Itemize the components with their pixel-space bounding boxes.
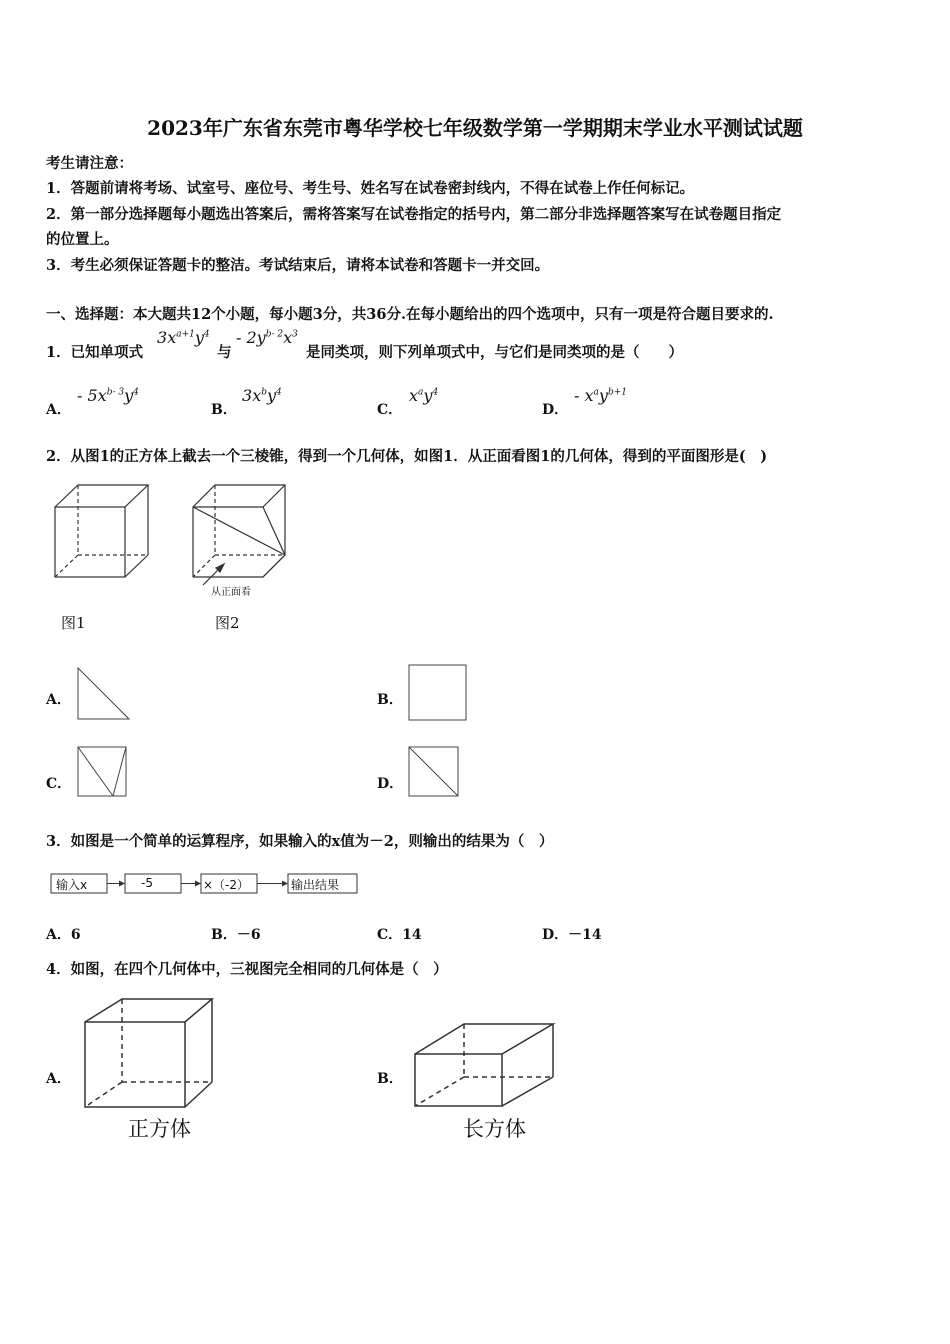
q1-and: 与 xyxy=(217,344,232,361)
q3-flow-input: 输入x xyxy=(56,878,88,892)
q4-option-b-caption: 长方体 xyxy=(463,1117,526,1141)
q2-option-b-shape xyxy=(408,664,468,722)
q1-option-a-expr: - $5x^{b- 3}y^4$ xyxy=(77,386,139,405)
q2-option-b-label: B． xyxy=(377,692,403,708)
q1-option-d-expr: - $x^ay^{b+1}$ xyxy=(574,386,627,405)
q4-text: 4．如图，在四个几何体中，三视图完全相同的几何体是（ ） xyxy=(46,961,448,978)
q2-option-c-shape xyxy=(77,746,129,798)
q2-figure-1-cube xyxy=(50,482,160,582)
q1-expr2: - $2y^{b- 2}x^3$ xyxy=(236,328,298,347)
q1-option-d-label: D． xyxy=(542,402,569,418)
q2-text: 2．从图1的正方体上截去一个三棱锥，得到一个几何体，如图1．从正面看图1的几何体，得到的平面图形是( ) xyxy=(46,448,768,465)
q2-figure-1-caption: 图1 xyxy=(61,614,86,632)
q1-option-c-expr: $x^ay^4$ xyxy=(409,386,439,405)
q1-option-b-label: B． xyxy=(211,402,237,418)
q1-option-b-expr: $3x^by^4$ xyxy=(242,386,282,405)
q1-suffix: 是同类项，则下列单项式中，与它们是同类项的是（ ） xyxy=(306,344,683,361)
q4-option-b-cuboid xyxy=(412,1022,557,1110)
notice-heading: 考生请注意： xyxy=(46,155,133,172)
notice-line-3: 3．考生必须保证答题卡的整洁。考试结束后，请将本试卷和答题卡一并交回。 xyxy=(46,257,550,274)
q3-option-a: A．6 xyxy=(46,927,81,943)
q4-option-b-label: B． xyxy=(377,1071,403,1087)
page-title: 2023年广东省东莞市粤华学校七年级数学第一学期期末学业水平测试试题 xyxy=(147,116,803,140)
q3-text: 3．如图是一个简单的运算程序，如果输入的x值为－2，则输出的结果为（ ） xyxy=(46,833,554,850)
q4-option-a-cube xyxy=(82,997,217,1109)
q2-option-a-label: A． xyxy=(46,692,71,708)
q2-figure-2-truncated-cube xyxy=(190,482,300,582)
q4-option-a-caption: 正方体 xyxy=(128,1117,191,1141)
q1-prefix: 1．已知单项式 xyxy=(46,344,144,361)
q3-option-b: B．－6 xyxy=(211,927,261,943)
q3-option-d: D．－14 xyxy=(542,927,602,943)
notice-line-2: 2．第一部分选择题每小题选出答案后，需将答案写在试卷指定的括号内，第二部分非选择题答案写在试卷题目指定 xyxy=(46,206,782,223)
q2-view-label: 从正面看 xyxy=(211,587,251,598)
q1-expr1: $3x^{a+1}y^4$ xyxy=(157,328,210,347)
q2-option-c-label: C． xyxy=(46,776,72,792)
q3-option-c: C．14 xyxy=(377,927,422,943)
q2-figure-2-caption: 图2 xyxy=(215,614,240,632)
q3-flow-step-2: ×（-2） xyxy=(203,878,250,892)
q3-flow-step-1: -5 xyxy=(141,876,153,890)
notice-line-1: 1．答题前请将考场、试室号、座位号、考生号、姓名写在试卷密封线内，不得在试卷上作任何标记。 xyxy=(46,180,695,197)
q1-option-a-label: A． xyxy=(46,402,71,418)
notice-line-2-cont: 的位置上。 xyxy=(46,231,119,248)
section-heading: 一、选择题：本大题共12个小题，每小题3分，共36分.在每小题给出的四个选项中，只有一项是符合题目要求的. xyxy=(46,306,774,323)
q4-option-a-label: A． xyxy=(46,1071,71,1087)
q3-flow-output: 输出结果 xyxy=(291,878,340,892)
q1-option-c-label: C． xyxy=(377,402,403,418)
q2-option-d-label: D． xyxy=(377,776,404,792)
q2-option-a-shape xyxy=(77,667,132,722)
q2-option-d-shape xyxy=(408,746,460,798)
